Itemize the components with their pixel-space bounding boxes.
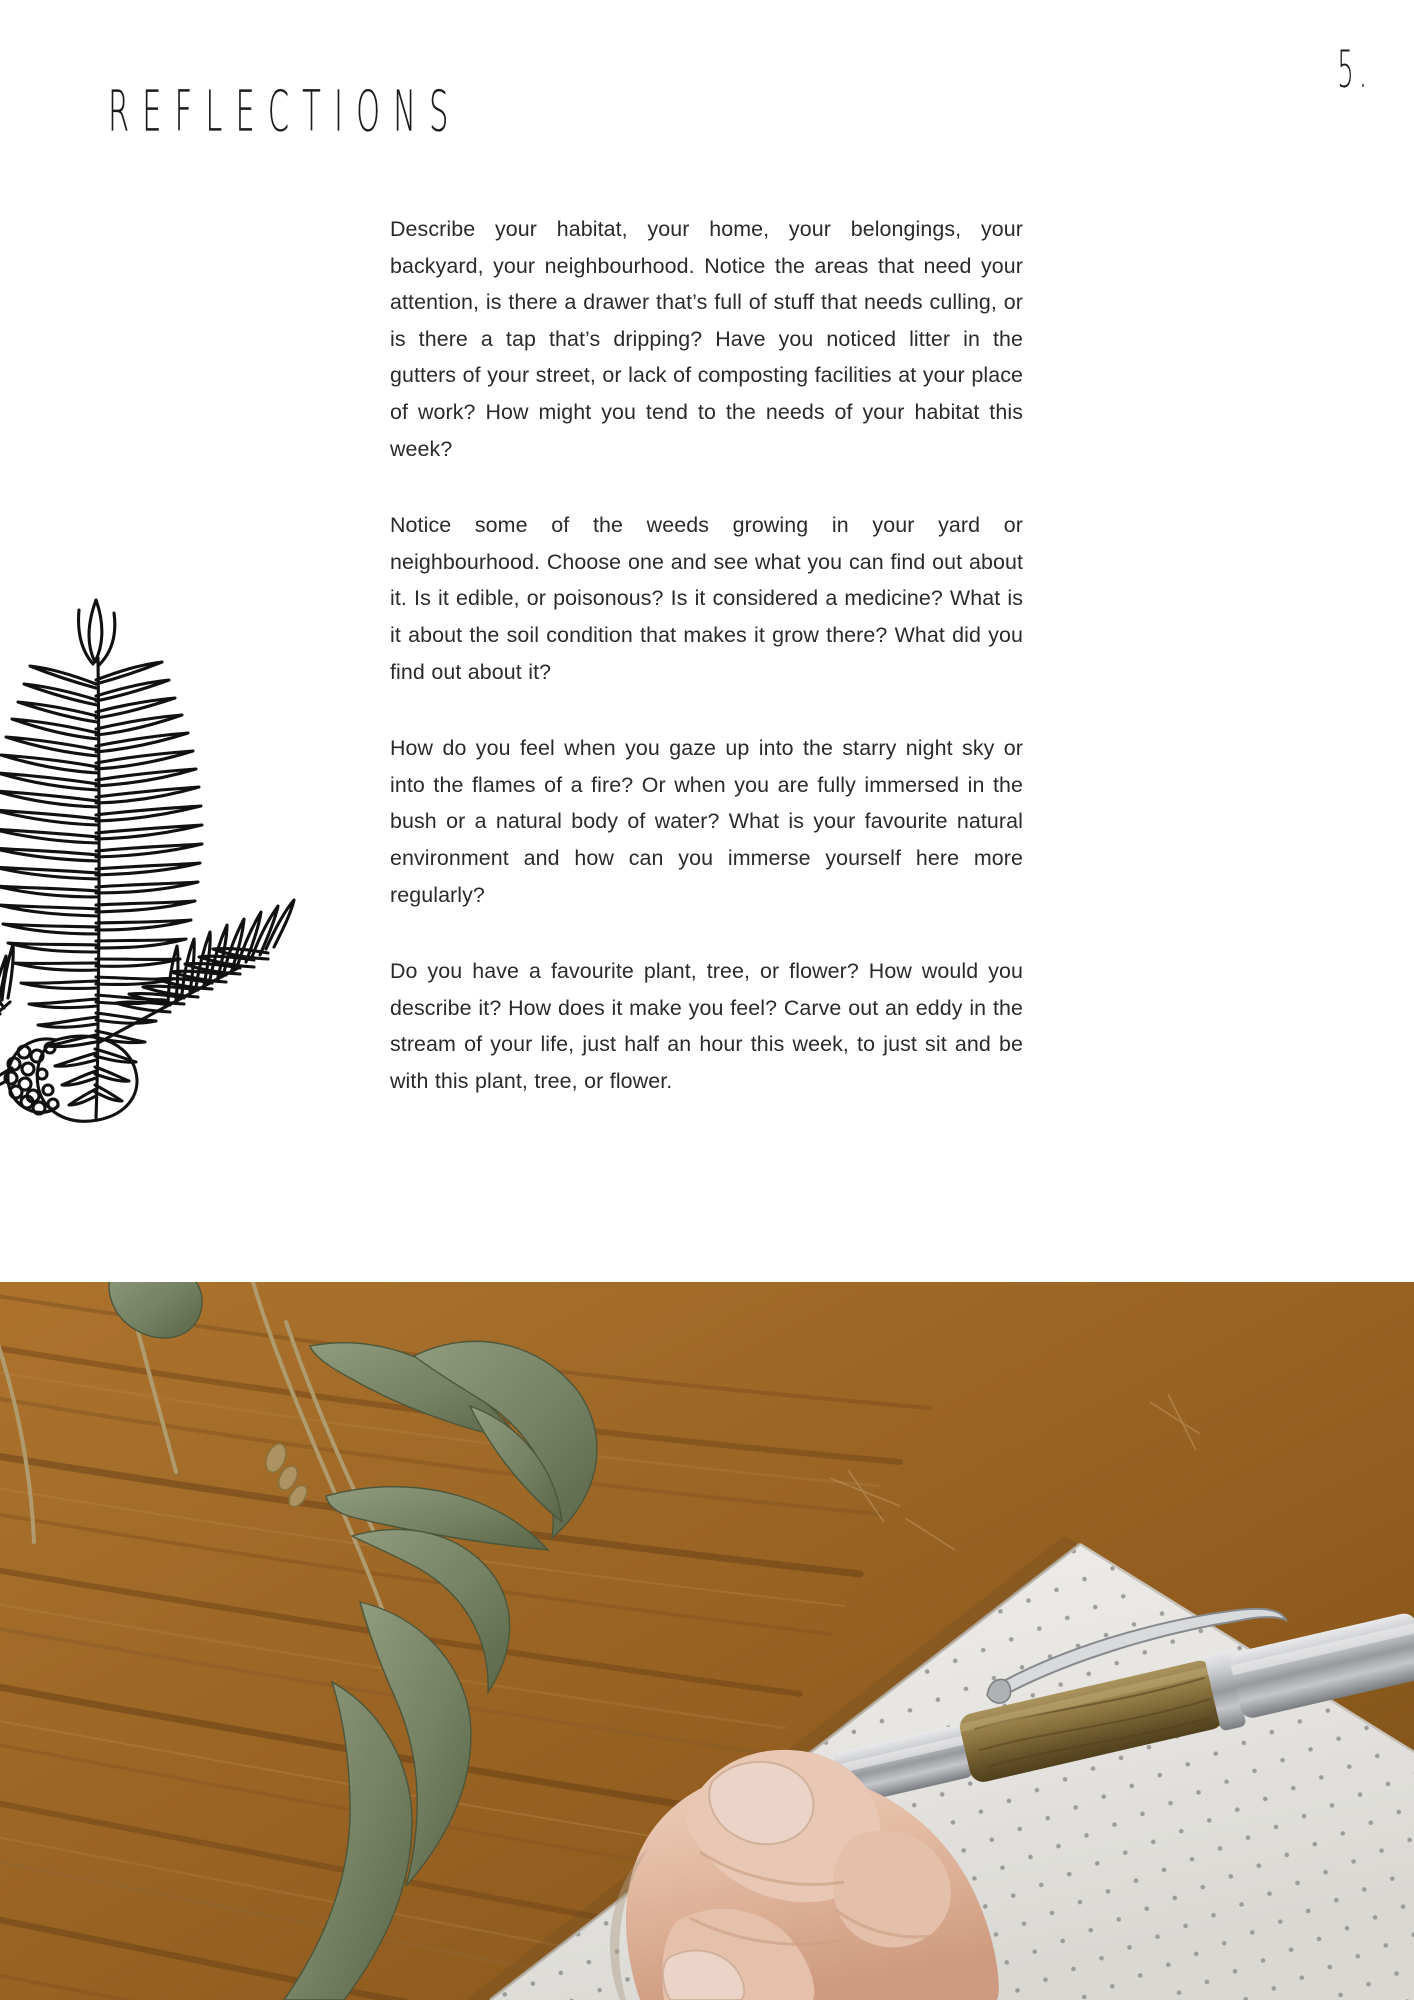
journal-writing-photo [0, 1282, 1414, 2000]
paragraph-habitat: Describe your habitat, your home, your belongings, your backyard, your neighbourhood. Notice the areas that need your attention, is there a drawer that’s full of stuff that needs culling, or is there a tap that’s dripping? Have you noticed litter in the gutters of your street, or lack of composting facilities at your place of work? How might you tend to the needs of your habitat this week? [390, 217, 1023, 461]
paragraph-favourite-plant: Do you have a favourite plant, tree, or flower? How would you describe it? How does it make you feel? Carve out an eddy in the stream of your life, just half an hour this week, to just sit and be with this plant, tree, or flower. [390, 959, 1023, 1093]
branch-stem [0, 1080, 8, 1133]
paragraph-night-sky: How do you feel when you gaze up into the starry night sky or into the flames of a fire? Or when you are fully immersed in the bush or a natural body of water? What is your favourite natural environment and how can you immerse yourself here more regularly? [390, 736, 1023, 907]
conifer-branch-illustration [0, 588, 348, 1133]
paragraph-weeds: Notice some of the weeds growing in your yard or neighbourhood. Choose one and see what you can find out about it. Is it edible, or poisonous? Is it considered a medicine? What is it about the soil condition that makes it grow there? What did you find out about it? [390, 513, 1023, 684]
page-number: 5. [1337, 40, 1372, 99]
right-lower-sprig [98, 900, 294, 1043]
reflection-prompts [390, 211, 1023, 1099]
acorn [0, 1036, 137, 1122]
page-title: REFLECTIONS [108, 78, 462, 144]
main-sprig [0, 600, 202, 1118]
left-lower-sprig [0, 944, 13, 1108]
